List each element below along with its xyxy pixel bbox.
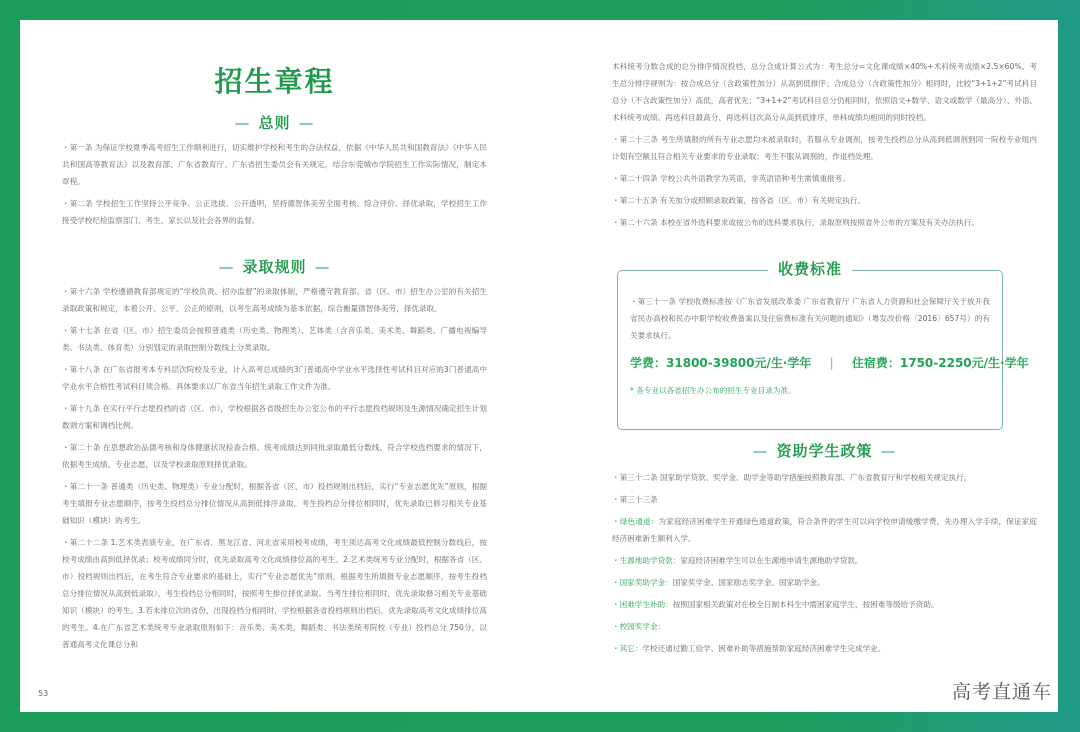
aid-item: ・第三十三条 <box>612 495 658 504</box>
fee-description: ・第三十一条 学校收费标准按《广东省发展改革委 广东省教育厅 广东省人力资源和社会保障厅关于放开我省民办高校和民办中职学校收费备案以及住宿费标准有关问题的通知》（粤发改价格〔2016〕657号）的有关要求执行。 <box>630 297 990 340</box>
brand-watermark: 高考直通车 <box>951 681 1052 703</box>
page-title: 招生章程 <box>214 65 335 98</box>
aid-item: ・困难学生补助：按照国家相关政策对在校全日制本科生中需困家庭学生，按困难等级给予资助。 <box>612 600 939 609</box>
tuition-label: 学费： <box>630 356 667 370</box>
paragraph: ・第二十五条 有关加分或照顾录取政策，按各省（区、市）有关规定执行。 <box>612 196 866 205</box>
paragraph: ・第二十三条 考生所填报的所有专业志愿均未被录取时，若服从专业调剂，按考生投档总分从高到低调剂到同一院校专业组内计划有空额且符合相关专业要求的专业录取；考生不服从调剂的，作退档处理。 <box>612 135 1037 161</box>
aid-item: ・第三十二条 国家助学贷款、奖学金、助学金等助学措施按照教育部、广东省教育厅和学校相关规定执行。 <box>612 473 972 482</box>
paragraph: ・第二条 学校招生工作坚持公平竞争、公正选拔、公开透明，坚持德智体美劳全面考核、综合评价、择优录取，学校招生工作接受学校纪检监察部门、考生、家长以及社会各界的监督。 <box>62 199 487 225</box>
section-student-aid <box>612 440 1037 662</box>
paragraph: ・第十七条 在省（区、市）招生委员会按照普通类（历史类、物理类）、艺体类（含音乐类、美术类、舞蹈类、广播电视编导类、书法类、体育类）分别划定的录取控制分数线上分类录取。 <box>62 326 487 352</box>
paragraph: ・第二十条 在思想政治品德考核和身体健康状况检查合格、统考成绩达到同批录取最低分数线、符合学校选档要求的情况下，依据考生成绩、专业志愿，以及学校录取原则择优录取。 <box>62 443 487 469</box>
paragraph: ・第二十一条 普通类（历史类、物理类）专业分配时，根据各省（区、市）投档规则出档后，实行“专业志愿优先”原则，根据考生填报专业志愿顺序，按考生投档总分排位情况从高到低排序录取。考生投档总分排位相同时，优先录取已修习相关专业基础知识（模块）的考生。 <box>62 482 487 525</box>
section-title: — 总则 — <box>234 114 315 132</box>
paragraph: ・第一条 为保证学校夏季高考招生工作顺利进行，切实维护学校和考生的合法权益，依据《中华人民共和国教育法》《中华人民共和国高等教育法》以及教育部、广东省教育厅、广东省招生委员会有关规定，结合东莞城市学院招生工作实际情况，制定本章程。 <box>62 143 487 186</box>
dorm-value: 1750-2250元/生·学年 <box>899 356 1029 370</box>
aid-item: ・其它：学校还通过勤工俭学、困难补助等措施帮助家庭经济困难学生完成学业。 <box>612 644 886 653</box>
fee-note: * 各专业以各省招生办公布的招生专业目录为准。 <box>630 386 796 395</box>
paragraph: ・第十八条 在广东省报考本专科层次院校及专业，计入高考总成绩的3门普通高中学业水平选择性考试科目对应的3门普通高中学业水平合格性考试科目须合格。具体要求以广东省当年招生录取工作文件为准。 <box>62 365 487 391</box>
fee-title: 收费标准 <box>768 258 852 279</box>
dorm-label: 住宿费： <box>851 356 900 370</box>
paragraph: ・第十九条 在实行平行志愿投档的省（区、市），学校根据各省级招生办公室公布的平行志愿投档规则及生源情况确定招生计划数调方案和调档比例。 <box>62 404 487 430</box>
fee-standard-box <box>617 260 1029 430</box>
section-general <box>62 112 487 234</box>
page-number: 53 <box>38 689 49 698</box>
tuition-value: 31800-39800元/生·学年 <box>666 356 812 370</box>
aid-item: ・国家奖助学金：国家奖学金、国家励志奖学金、国家助学金。 <box>612 578 825 587</box>
paragraph: ・第十六条 学校遵循教育部规定的“学校负责、招办监督”的录取体制，严格遵守教育部、省（区、市）招生办公室的有关招生录取政策和规定，本着公开、公平、公正的原则，以考生高考成绩为基本依据，综合衡量德智体美劳，择优录取。 <box>62 287 487 313</box>
section-title: — 录取规则 — <box>218 258 331 276</box>
paragraph: 术科统考分数合成的总分排序情况投档，总分合成计算公式为：考生总分=文化课成绩×40%+术科统考成绩×2.5×60%。考生总分排序规则为：按合成总分（含政策性加分）从高到低排序；合成总分（含政策性加分）相同时，比较“3+1+2”考试科目总分（不含政策性加分）高低，高者优先；“3+1+2”考试科目总分仍相同时，依照语文+数学、语文或数学（最高分）、外语、术科统考成绩、再选科目最高分、再选科目次高分从高到低排序，单科成绩均相同的同时投档。 <box>612 62 1037 122</box>
separator: | <box>829 356 834 370</box>
paragraph: ・第二十四条 学校公共外语教学为英语，非英语语种考生需慎重报考。 <box>612 174 850 183</box>
fee-amounts <box>630 354 1029 371</box>
document-page <box>20 20 1058 712</box>
paragraph: ・第二十二条 1.艺术类表演专业，在广东省、黑龙江省、河北省采用校考成绩，考生须达高考文化成绩最低控制分数线后，按校考成绩由高到低择优录；校考成绩同分时，优先录取高考文化成绩排位高的考生。2.艺术类统考专业分配时，根据各省（区、市）投档规则出档后，在考生符合专业要求的基础上，实行“专业志愿优先”原则，根据考生所填报专业志愿顺序，按考生投档总分排位情况从高到低录取），考生投档总分相同时，按照考生排位择优录取。当考生排位相同时，优先录取修习相关专业基础知识（模块）的考生。3.若未排位次的省份，出现投档分相同时，学校根据各省投档规则出档后，优先录取高考文化成绩排位高的考生。4.在广东省艺术类统考专业录取原则如下：音乐类、美术类、舞蹈类、书法类统考院校（专业）投档总分 750分，以普通高考文化课总分和 <box>62 538 487 649</box>
rules-continued <box>612 58 1037 236</box>
paragraph: ・第二十六条 本校在省外选科要求或按公布的选科要求执行，录取原则按照省外公布的方案及有关办法执行。 <box>612 218 979 227</box>
aid-item: ・绿色通道：为家庭经济困难学生开通绿色通道政策，符合条件的学生可以向学校申请缓缴学费，先办理入学手续，保证家庭经济困难新生顺利入学。 <box>612 517 1038 543</box>
aid-item: ・生源地助学贷款：家庭经济困难学生可以在生源地申请生源地助学贷款。 <box>612 556 863 565</box>
section-title: — 资助学生政策 — <box>752 442 897 460</box>
aid-item: ・校园奖学金： <box>612 622 666 631</box>
section-admission-rules <box>62 256 487 658</box>
